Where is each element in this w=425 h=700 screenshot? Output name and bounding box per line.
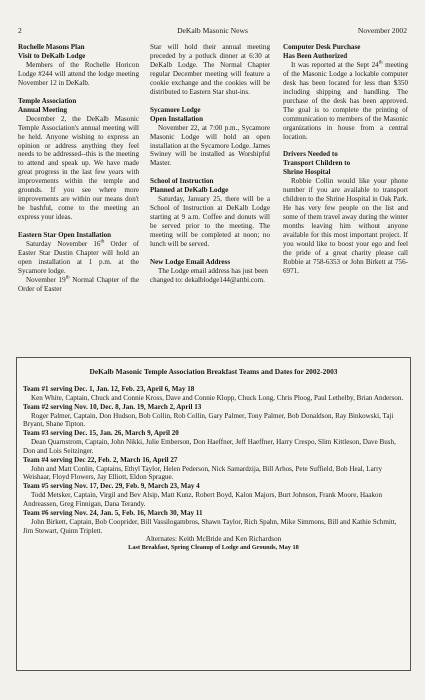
article-body: Saturday November 16th Order of Easter Star Dustin Chapter will hold an open installation at 1 p.m. at the Sycamore lodge. bbox=[18, 239, 139, 275]
breakfast-teams-box bbox=[16, 357, 411, 671]
team-heading: Team #3 serving Dec. 15, Jan. 26, March 9, April 20 bbox=[23, 429, 179, 438]
issue-date: November 2002 bbox=[357, 26, 407, 35]
article-title: Rochelle Masons Plan bbox=[18, 43, 85, 51]
team-heading: Team #6 serving Nov. 24, Jan. 5, Feb. 16, March 30, May 11 bbox=[23, 508, 203, 517]
article-body: Members of the Rochelle Horicon Lodge #244 will attend the lodge meeting November 12 in DeKalb. bbox=[18, 60, 139, 87]
team-members: John Birkett, Captain, Bob Cooprider, Bill Vassilogambros, Shawn Taylor, Rich Spahn, Mike Simmons, Bill and Kathie Schmitt, Jim Stewart, Quinn Triplett. bbox=[23, 517, 397, 535]
article-body: Saturday, January 25, there will be a School of Instruction at DeKalb Lodge starting at 9 a.m. Coffee and donuts will be served prior to the meeting. The meeting will be completed at noon; no lunch will be served. bbox=[150, 195, 270, 249]
team-members: John and Matt Conlin, Captains, Ethyl Taylor, Helen Pederson, Nick Samardzija, Bill Arhos, Pete Suffield, Bob Heal, Larry Weishaar, Floyd Flowers, Jay Elliott, Eldon Sprague. bbox=[23, 464, 383, 482]
team-heading: Team #5 serving Nov. 17, Dec. 29, Feb. 9, March 23, May 4 bbox=[23, 482, 200, 491]
article-title: Drivers Needed to bbox=[283, 150, 338, 159]
article-body: November 19th Normal Chapter of the Order of Easter bbox=[18, 275, 140, 293]
article-title: Eastern Star Open Installation bbox=[18, 231, 112, 240]
article-title: Transport Children to bbox=[283, 159, 351, 168]
article-body: Star will hold their annual meeting preceded by a potluck dinner at 6:30 at DeKalb Lodge. The Normal Chapter regular December meeting will feature a cookie exchange and the cookies will be distributed to Eastern Star shut-ins. bbox=[150, 43, 270, 96]
alternates-line: Alternates: Keith McBride and Ken Richardson bbox=[145, 535, 282, 544]
article-body: November 22, at 7:00 p.m., Sycamore Masonic Lodge will hold an open installation at the Sycamore Lodge. James Swiney will be installed as Worshipful Master. bbox=[150, 123, 270, 168]
page-number: 2 bbox=[18, 26, 22, 35]
column-2 bbox=[150, 43, 270, 285]
column-1 bbox=[18, 43, 139, 294]
breakfast-title: DeKalb Masonic Temple Association Breakfast Teams and Dates for 2002-2003 bbox=[89, 367, 338, 376]
article-body: December 2, the DeKalb Masonic Temple Association's annual meeting will be held. Anyone wishing to express an opinion or address anything they feel needs to be addressed--this is the meeting to attend and speak up. We have made great progress in the last few years with improvements within the temple and grounds. If you see where more improvements are within our means don't be bashful, come to the meeting an express your ideas. bbox=[18, 114, 139, 222]
team-entry bbox=[17, 482, 410, 509]
team-heading: Team #1 serving Dec. 1, Jan. 12, Feb. 23, April 6, May 18 bbox=[23, 385, 195, 393]
team-members: Todd Metsker, Captain, Virgil and Bev Alsip, Matt Kunz, Robert Boyd, Kalon Majors, Burt Johnson, Frank Moore, Haakon Andreassen, Greg Finnigan, Dana Terandy. bbox=[23, 491, 383, 508]
article-title: Visit to DeKalb Lodge bbox=[18, 51, 86, 60]
team-entry bbox=[17, 456, 410, 483]
article-body: The Lodge email address has just been changed to: dekalblodge144@attbi.com. bbox=[150, 266, 268, 284]
team-members: Ken White, Captain, Chuck and Connie Kross, Dave and Connie Klopp, Chuck Long, Chris Ploog, Paul Lethelby, Brian Anderson. bbox=[31, 393, 404, 402]
last-breakfast-note: Last Breakfast, Spring Cleanup of Lodge and Grounds, May 18 bbox=[128, 544, 299, 552]
publication-name: DeKalb Masonic News bbox=[177, 26, 248, 35]
team-entry bbox=[17, 385, 410, 403]
team-entry bbox=[17, 403, 410, 430]
page-header bbox=[18, 26, 407, 38]
article-title: Computer Desk Purchase bbox=[283, 43, 361, 51]
article-title: Shrine Hospital bbox=[283, 168, 331, 177]
article-body: It was reported at the Sept 24th meeting of the Masonic Lodge a lockable computer desk has been located for less than $350 including shipping and handling. The purchase of the desk has been approved. The goal is to complete the printing of communication to members of the Masonic organizations in house from a central location. bbox=[283, 60, 408, 141]
article-title: School of Instruction bbox=[150, 177, 214, 186]
article-title: Temple Association bbox=[18, 96, 77, 105]
article-title: Annual Meeting bbox=[18, 105, 68, 114]
team-members: Dean Quarnstrom, Captain, John Nikki, Julie Emberson, Don Haeffner, Jeff Haeffner, Harry Crespo, Slim Kittleson, Dave Bush, Don and Lois Seitzinger. bbox=[23, 438, 396, 455]
team-entry bbox=[17, 509, 410, 536]
article-title: Open Installation bbox=[150, 114, 204, 123]
article-title: Sycamore Lodge bbox=[150, 105, 201, 114]
article-title: New Lodge Email Address bbox=[150, 258, 231, 267]
column-3 bbox=[283, 43, 408, 276]
article-title: Has Been Authorized bbox=[283, 51, 348, 60]
team-members: Roger Palmer, Captain, Don Hudson, Bob Collin, Rob Collin, Gary Palmer, Tony Palmer, Bob Donaldson, Ray Binkowski, Taji Bryant, Shane Tipton. bbox=[23, 411, 394, 429]
team-heading: Team #2 serving Nov. 10, Dec. 8, Jan. 19, March 2, April 13 bbox=[23, 402, 202, 411]
article-body: Robbie Collin would like your phone number if you are available to transport children to the Shrine Hospital in Oak Park. He has very few people on the list and some of them travel away during the winter months leaving him without anyone available for this most important project. If you would like to boost your ego and feel the pride of a great charity please call Robbie at 758-6353 or John Birkett at 756-6971. bbox=[283, 177, 408, 275]
team-entry bbox=[17, 429, 410, 456]
article-title: Planned at DeKalb Lodge bbox=[150, 186, 229, 195]
team-heading: Team #4 serving Dec 22, Feb. 2, March 16, April 27 bbox=[23, 455, 178, 464]
